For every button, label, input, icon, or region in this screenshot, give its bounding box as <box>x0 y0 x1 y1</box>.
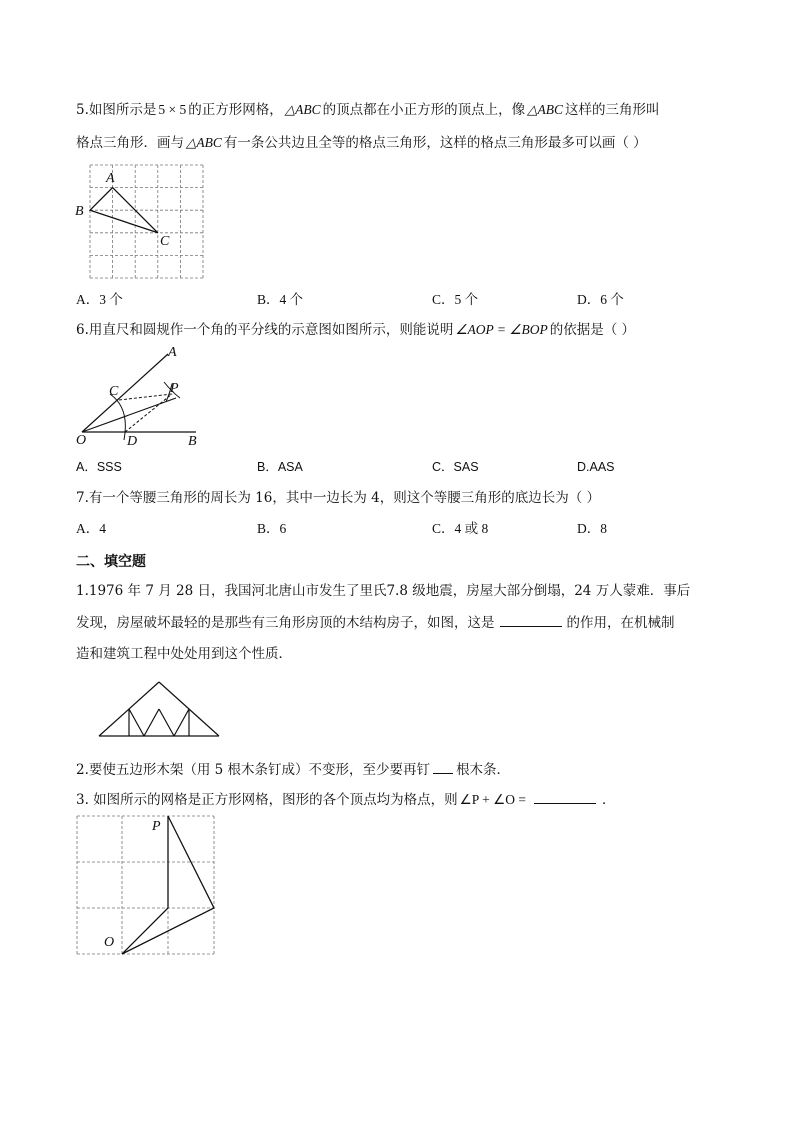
q6-option-a[interactable]: A．SSS <box>76 460 122 474</box>
q5-option-a[interactable]: A．3 个 <box>76 292 123 307</box>
q6-option-d[interactable]: D.AAS <box>577 460 615 474</box>
q7-text: 7.有一个等腰三角形的周长为 16，其中一边长为 4，则这个等腰三角形的底边长为（ ） <box>76 490 601 506</box>
q5-option-c[interactable]: C．5 个 <box>432 292 479 307</box>
q7-option-c[interactable]: C．4 或 8 <box>432 521 489 536</box>
f1-text-line2: 发现，房屋破坏最轻的是那些有三角形房顶的木结构房子，如图，这是 的作用，在机械制 <box>76 612 675 632</box>
q5-grid-figure <box>75 160 220 285</box>
q5-text-line2: 格点三角形．画与 △ABC 有一条公共边且全等的格点三角形，这样的格点三角形最多可以画（ ） <box>76 135 647 151</box>
roof-truss-figure <box>98 680 222 740</box>
f3-text: 3. 如图所示的网格是正方形网格，图形的各个顶点均为格点，则 ∠P + ∠O = ． <box>76 789 616 809</box>
label-a: A <box>106 171 115 186</box>
q5-grid-size: 5 × 5 <box>158 102 187 117</box>
f3-angle-sum: ∠P + ∠O = <box>459 792 526 807</box>
q5-triangle-name: △ABC <box>284 102 321 117</box>
label-a: A <box>168 345 177 360</box>
q6-option-b[interactable]: B．ASA <box>257 460 303 474</box>
label-o: O <box>104 935 115 950</box>
q6-angle-equation: ∠AOP = ∠BOP <box>455 322 548 337</box>
label-b: B <box>188 434 197 449</box>
f2-answer-blank[interactable] <box>433 759 453 774</box>
section-title-fill-in: 二、填空题 <box>76 554 146 570</box>
label-c: C <box>109 384 119 399</box>
f1-answer-blank[interactable] <box>500 612 562 627</box>
f1-text-line3: 造和建筑工程中处处用到这个性质． <box>76 646 292 662</box>
q5-option-d[interactable]: D．6 个 <box>577 292 624 307</box>
q5-option-b[interactable]: B．4 个 <box>257 292 304 307</box>
label-d: D <box>127 434 138 449</box>
f3-answer-blank[interactable] <box>534 789 596 804</box>
q7-option-d[interactable]: D．8 <box>577 521 607 536</box>
label-c: C <box>160 234 170 249</box>
label-p: P <box>152 819 161 834</box>
q3-grid-figure <box>76 815 216 957</box>
q6-option-c[interactable]: C．SAS <box>432 460 479 474</box>
label-o: O <box>76 433 87 448</box>
f2-text: 2.要使五边形木架（用 5 根木条钉成）不变形，至少要再钉 根木条． <box>76 759 510 779</box>
label-p: P <box>170 381 179 396</box>
q6-text: 6.用直尺和圆规作一个角的平分线的示意图如图所示，则能说明 ∠AOP = ∠BOP 的依据是（ ） <box>76 322 635 338</box>
label-b: B <box>75 204 84 219</box>
q5-text-line1: 5.如图所示是 5 × 5 的正方形网格， △ABC 的顶点都在小正方形的顶点上，像 △ABC 这样的三角形叫 <box>76 102 660 118</box>
q6-bisector-figure <box>72 342 212 452</box>
q7-option-a[interactable]: A．4 <box>76 521 106 536</box>
q7-option-b[interactable]: B．6 <box>257 521 287 536</box>
f1-text-line1: 1.1976 年 7 月 28 日，我国河北唐山市发生了里氏7.8 级地震，房屋大部分倒塌，24 万人蒙难．事后 <box>76 583 691 599</box>
